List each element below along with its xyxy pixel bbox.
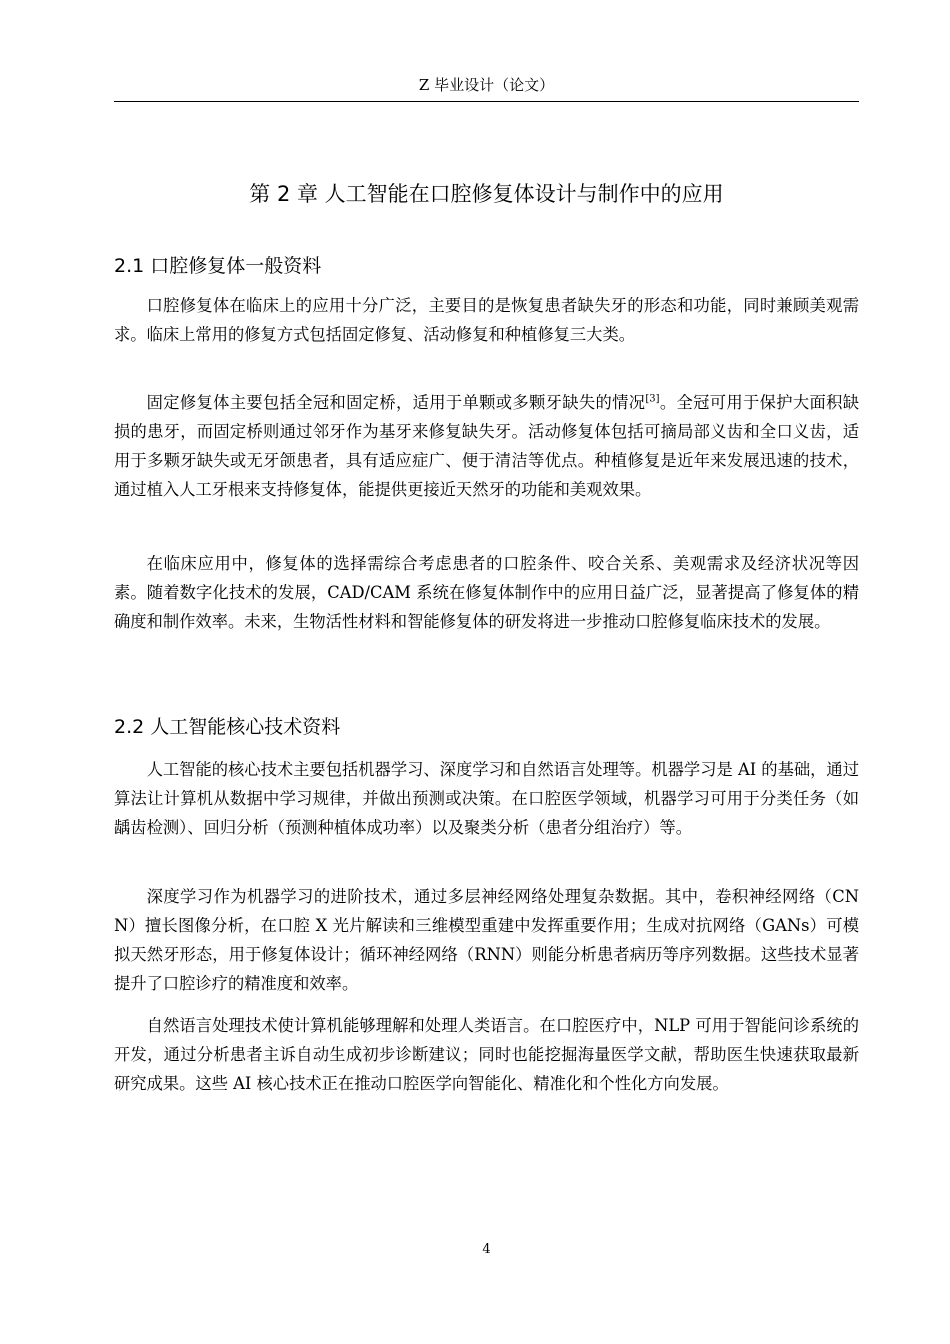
paragraph-2-1-1: 口腔修复体在临床上的应用十分广泛，主要目的是恢复患者缺失牙的形态和功能，同时兼顾美观需求。临床上常用的修复方式包括固定修复、活动修复和种植修复三大类。 <box>114 296 859 344</box>
running-header: Z 毕业设计（论文） <box>114 74 859 102</box>
page-number: 4 <box>482 1242 491 1257</box>
paragraph-2-1-2 <box>114 388 859 504</box>
section-title-2-1: 2.1 口腔修复体一般资料 <box>114 255 322 277</box>
paragraph-2-2-2: 深度学习作为机器学习的进阶技术，通过多层神经网络处理复杂数据。其中，卷积神经网络（CNN）擅长图像分析，在口腔 X 光片解读和三维模型重建中发挥重要作用；生成对抗网络（GANs）可模拟天然牙形态，用于修复体设计；循环神经网络（RNN）则能分析患者病历等序列数据。这些技术显著提升了口腔诊疗的精准度和效率。 <box>114 887 859 993</box>
citation-reference: [3] <box>645 393 660 405</box>
paragraph-2-2-1: 人工智能的核心技术主要包括机器学习、深度学习和自然语言处理等。机器学习是 AI 的基础，通过算法让计算机从数据中学习规律，并做出预测或决策。在口腔医学领域，机器学习可用于分类任务（如龋齿检测）、回归分析（预测种植体成功率）以及聚类分析（患者分组治疗）等。 <box>114 760 859 837</box>
paragraph-2-2-3: 自然语言处理技术使计算机能够理解和处理人类语言。在口腔医疗中，NLP 可用于智能问诊系统的开发，通过分析患者主诉自动生成初步诊断建议；同时也能挖掘海量医学文献，帮助医生快速获取最新研究成果。这些 AI 核心技术正在推动口腔医学向智能化、精准化和个性化方向发展。 <box>114 1016 859 1093</box>
section-title-2-2: 2.2 人工智能核心技术资料 <box>114 716 341 738</box>
paragraph-text: 固定修复体主要包括全冠和固定桥，适用于单颗或多颗牙缺失的情况 <box>146 393 646 412</box>
paragraph-2-1-3: 在临床应用中，修复体的选择需综合考虑患者的口腔条件、咬合关系、美观需求及经济状况等因素。随着数字化技术的发展，CAD/CAM 系统在修复体制作中的应用日益广泛，显著提高了修复体的精确度和制作效率。未来，生物活性材料和智能修复体的研发将进一步推动口腔修复临床技术的发展。 <box>114 554 859 631</box>
paragraph-text: 。全冠可用于保护大面积缺损的患牙，而固定桥则通过邻牙作为基牙来修复缺失牙。活动修复体包括可摘局部义齿和全口义齿，适用于多颗牙缺失或无牙颌患者，具有适应症广、便于清洁等优点。种植修复是近年来发展迅速的技术，通过植入人工牙根来支持修复体，能提供更接近天然牙的功能和美观效果。 <box>114 393 859 499</box>
chapter-title: 第 2 章 人工智能在口腔修复体设计与制作中的应用 <box>249 182 724 206</box>
